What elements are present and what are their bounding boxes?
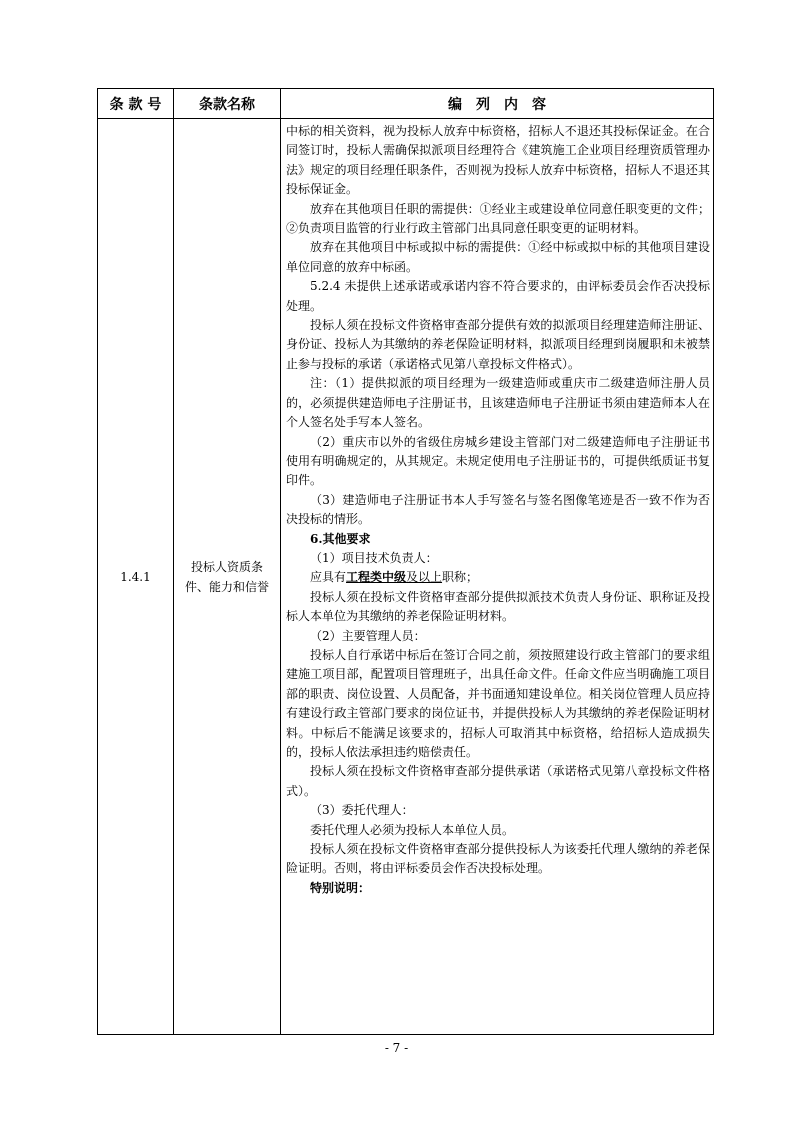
paragraph: （3）委托代理人： (310, 803, 414, 818)
clause-name (174, 119, 281, 1035)
paragraph: （1）项目技术负责人： (310, 550, 438, 565)
paragraph: （2）重庆市以外的省级住房城乡建设主管部门对二级建造师电子注册证书使用有明确规定的，从其规定。未规定使用电子注册证书的，可提供纸质证书复印件。 (286, 434, 710, 488)
clause-name-line-2: 件、能力和信誉 (184, 579, 269, 594)
paragraph: 投标人须在投标文件资格审查部分提供承诺（承诺格式见第八章投标文件格式）。 (286, 764, 710, 798)
paragraph: 中标的相关资料，视为投标人放弃中标资格，招标人不退还其投标保证金。在合同签订时，投标人需确保拟派项目经理符合《建筑施工企业项目经理资质管理办法》规定的项目经理任职条件，否则视为投标人放弃中标资格，招标人不退还其投标保证金。 (286, 124, 710, 197)
clause-table (97, 88, 714, 1035)
header-clause-number: 条 款 号 (98, 89, 174, 119)
paragraph: 注：（1）提供拟派的项目经理为一级建造师或重庆市二级建造师注册人员的，必须提供建造师电子注册证书，且该建造师电子注册证书须由建造师本人在个人签名处手写本人签名。 (286, 376, 710, 430)
paragraph: 投标人须在投标文件资格审查部分提供有效的拟派项目经理建造师注册证、身份证、投标人为其缴纳的养老保险证明材料，拟派项目经理到岗履职和未被禁止参与投标的承诺（承诺格式见第八章投标文件格式）。 (286, 318, 710, 371)
paragraph: （3）建造师电子注册证书本人手写签名与签名图像笔迹是否一致不作为否决投标的情形。 (286, 492, 710, 527)
header-content: 编 列 内 容 (281, 89, 714, 119)
table-header-row (98, 89, 714, 119)
paragraph: 投标人自行承诺中标后在签订合同之前，须按照建设行政主管部门的要求组建施工项目部，配置项目管理班子，出具任命文件。任命文件应当明确施工项目部的职责、岗位设置、人员配备，并书面通知建设单位。相关岗位管理人员应持有建设行政主管部门要求的岗位证书，并提供投标人为其缴纳的养老保险证明材料。中标后不能满足该要求的，招标人可取消其中标资格，给招标人造成损失的，投标人依法承担违约赔偿责任。 (286, 647, 710, 759)
special-note-heading: 特别说明： (310, 880, 371, 895)
section-heading: 6.其他要求 (310, 531, 371, 546)
paragraph: 投标人须在投标文件资格审查部分提供投标人为该委托代理人缴纳的养老保险证明。否则，将由评标委员会作否决投标处理。 (286, 842, 710, 876)
paragraph: 5.2.4 未提供上述承诺或承诺内容不符合要求的，由评标委员会作否决投标处理。 (286, 279, 710, 313)
paragraph: 放弃在其他项目中标或拟中标的需提供：①经中标或拟中标的其他项目建设单位同意的放弃中标函。 (286, 240, 710, 274)
paragraph: 委托代理人必须为投标人本单位人员。 (310, 822, 515, 837)
text-span: 应具有 (310, 570, 347, 585)
header-clause-name: 条款名称 (174, 89, 281, 119)
paragraph: 投标人须在投标文件资格审查部分提供拟派技术负责人身份证、职称证及投标人本单位为其缴纳的养老保险证明材料。 (286, 589, 710, 624)
clause-content (281, 119, 714, 1035)
underlined-text: 及以上 (406, 570, 443, 585)
paragraph: （2）主要管理人员： (310, 628, 426, 643)
paragraph (286, 568, 710, 587)
page-number: - 7 - (384, 1041, 409, 1055)
table-row (98, 119, 714, 1035)
text-span: 职称； (442, 570, 479, 585)
paragraph: 放弃在其他项目任职的需提供：①经业主或建设单位同意任职变更的文件；②负责项目监管的行业行政主管部门出具同意任职变更的证明材料。 (286, 201, 710, 236)
clause-name-line-1: 投标人资质条 (190, 559, 263, 574)
clause-number: 1.4.1 (98, 119, 174, 1035)
emphasized-text: 工程类中级 (346, 570, 407, 585)
